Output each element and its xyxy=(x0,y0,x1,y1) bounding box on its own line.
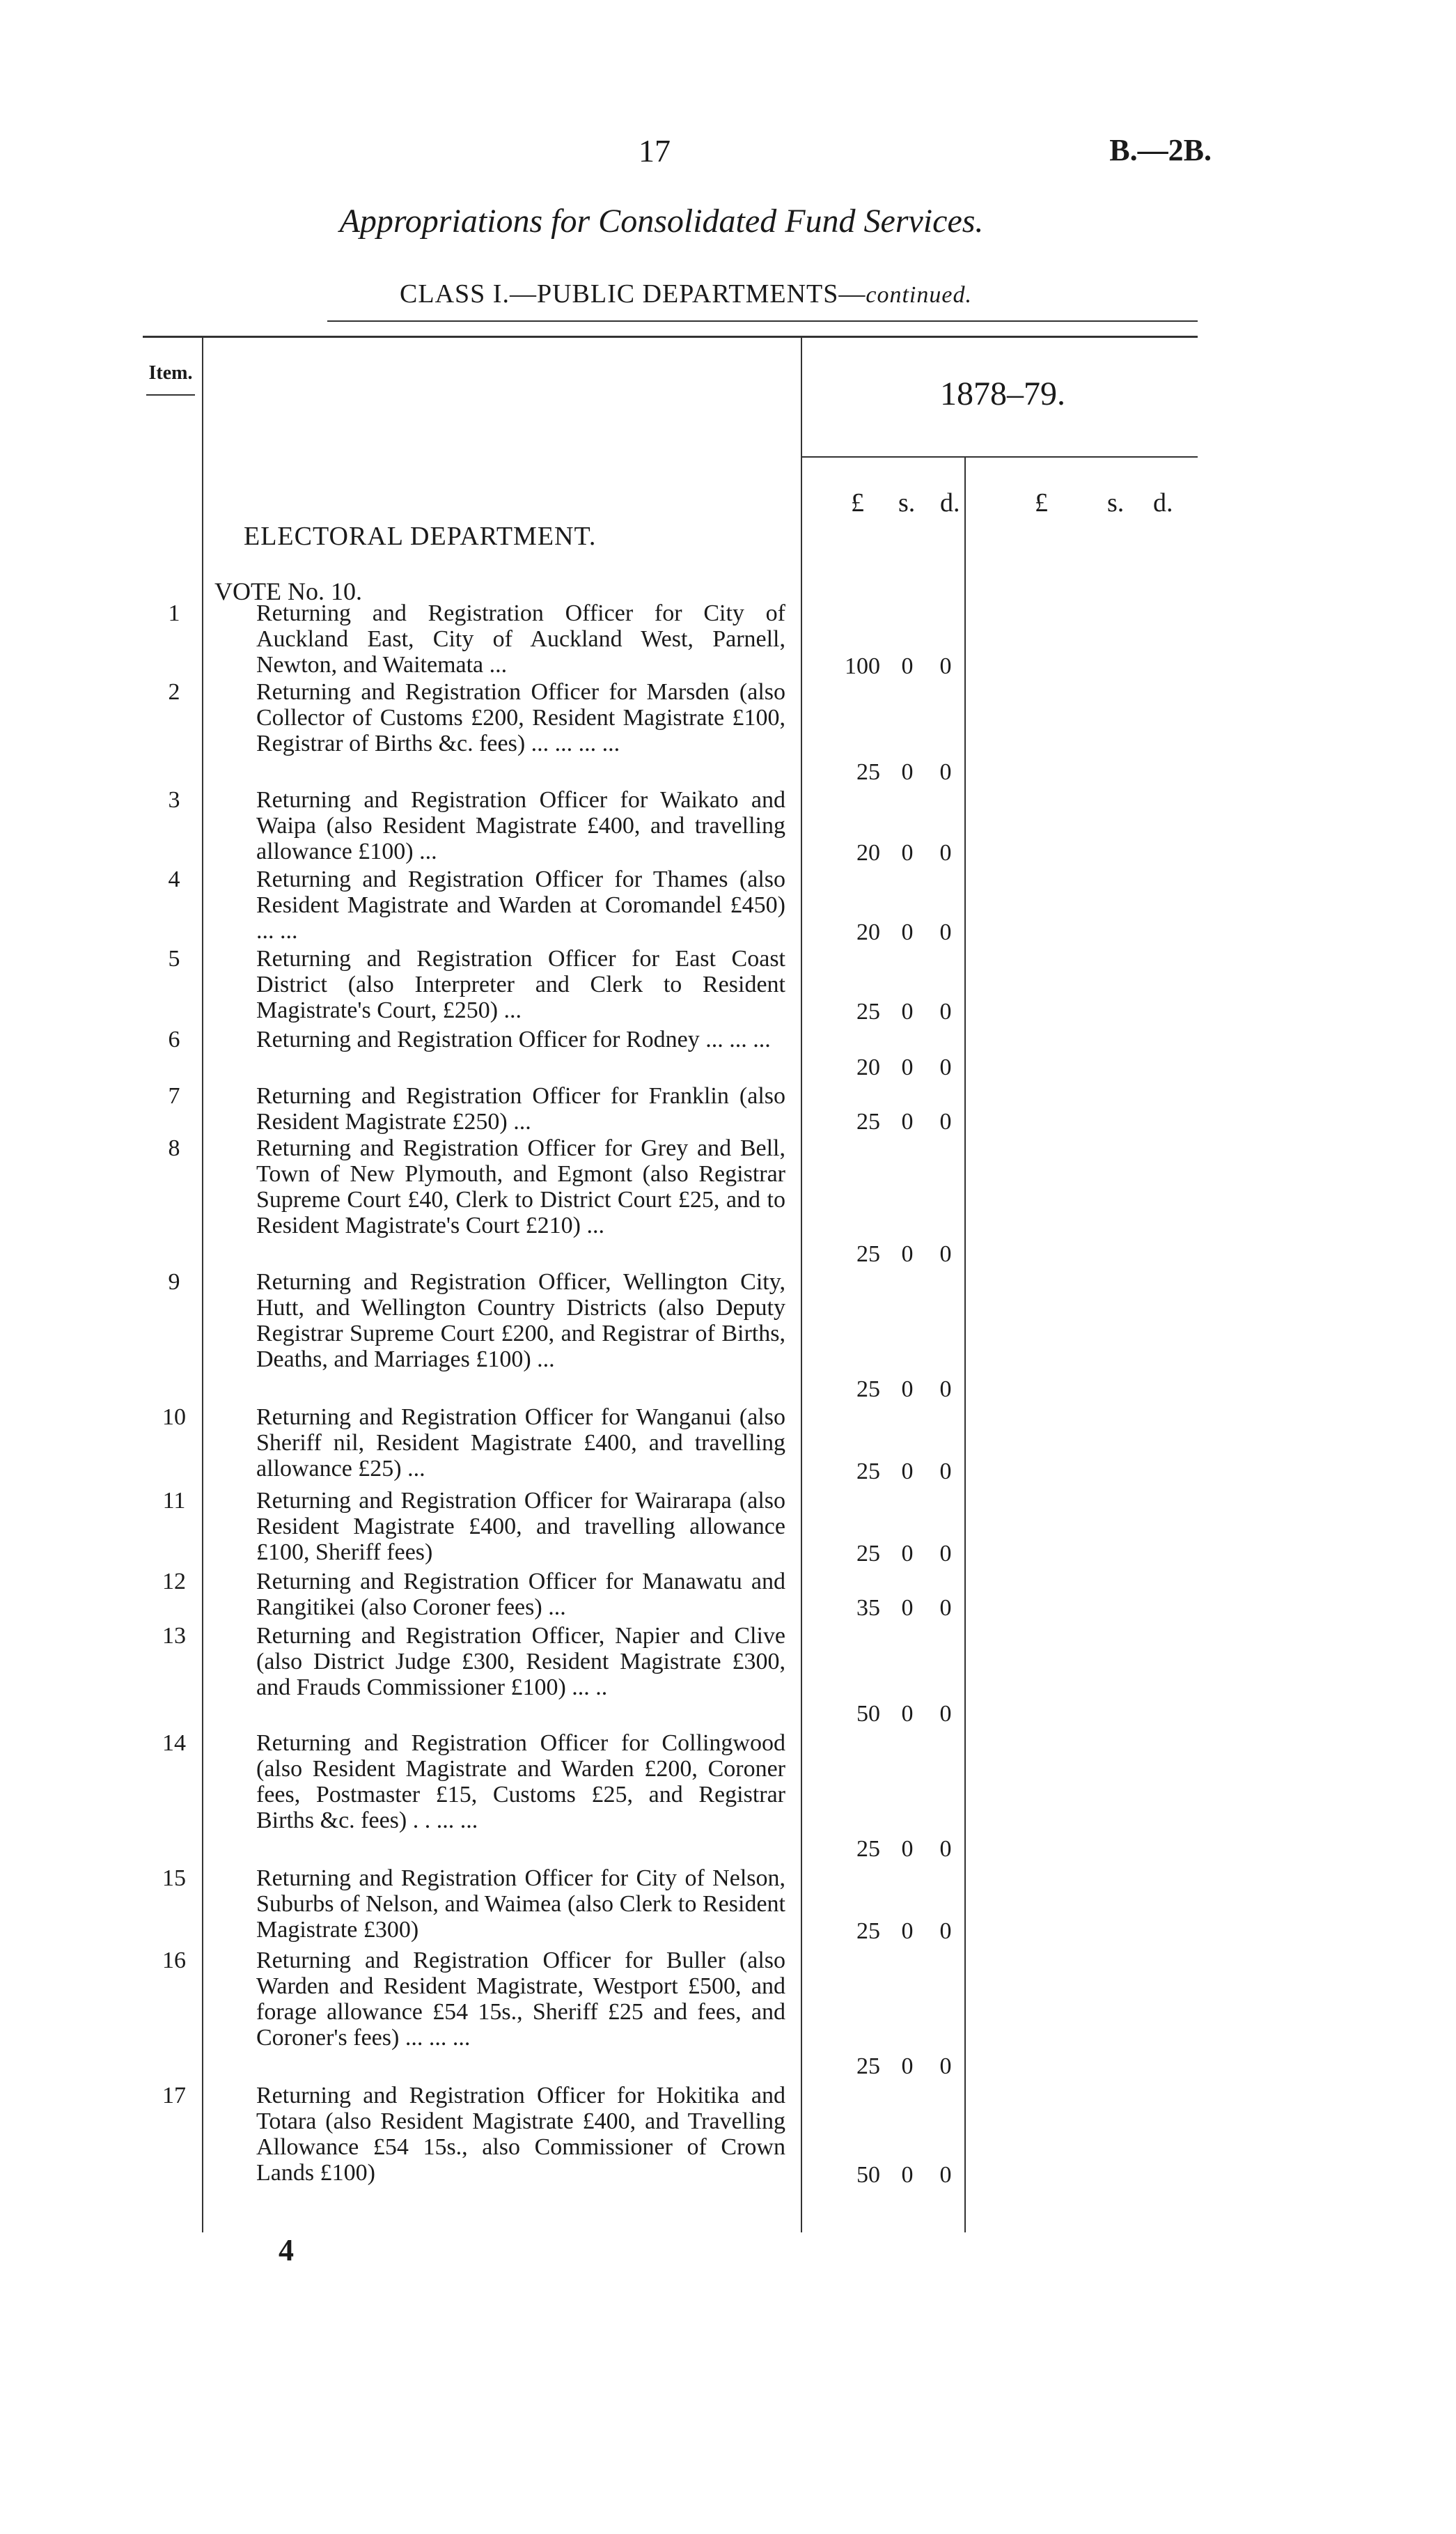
item-description: Returning and Registration Officer for Wanganui (also Sheriff nil, Resident Magistrate £400, and travelling allowance £25) ... xyxy=(256,1404,785,1482)
item-number: 2 xyxy=(168,679,180,705)
item-description: Returning and Registration Officer for Thames (also Resident Magistrate and Warden at Coromandel £450) ... ... xyxy=(256,866,785,944)
item-description: Returning and Registration Officer for Wairarapa (also Resident Magistrate £400, and travelling allowance £100, Sheriff fees) xyxy=(256,1488,785,1565)
item-amount-shillings: 0 xyxy=(901,1055,914,1080)
item-description: Returning and Registration Officer, Napier and Clive (also District Judge £300, Resident Magistrate £300, and Frauds Commissioner £100) ... .. xyxy=(256,1623,785,1700)
item-amount-shillings: 0 xyxy=(901,999,914,1025)
top-rule xyxy=(327,320,1198,322)
item-amount-pounds: 25 xyxy=(856,1376,880,1402)
col2-pence-header: d. xyxy=(1153,488,1173,518)
item-amount-pence: 0 xyxy=(939,1459,952,1484)
item-number: 6 xyxy=(168,1027,180,1052)
item-amount-shillings: 0 xyxy=(901,1701,914,1727)
item-description: Returning and Registration Officer for Marsden (also Collector of Customs £200, Resident Magistrate £100, Registrar of Births &c. fees) ... ... ... ... xyxy=(256,679,785,756)
col-pence-header: d. xyxy=(940,488,960,518)
class-heading xyxy=(320,279,1051,309)
column-divider-year-columns xyxy=(964,458,966,2232)
item-amount-pounds: 25 xyxy=(856,999,880,1025)
item-amount-pounds: 50 xyxy=(856,1701,880,1727)
page-number: 17 xyxy=(639,133,671,169)
item-number: 10 xyxy=(162,1404,186,1430)
item-amount-pounds: 50 xyxy=(856,2162,880,2188)
column-divider-amounts xyxy=(801,338,802,2232)
header-rule xyxy=(143,336,1198,338)
item-number: 1 xyxy=(168,600,180,626)
document-reference: B.—2B. xyxy=(1109,133,1212,167)
item-number: 17 xyxy=(162,2083,186,2108)
year-header: 1878–79. xyxy=(940,375,1065,412)
item-description: Returning and Registration Officer for Manawatu and Rangitikei (also Coroner fees) ... xyxy=(256,1569,785,1620)
item-amount-pounds: 25 xyxy=(856,1541,880,1567)
item-amount-pence: 0 xyxy=(939,2162,952,2188)
item-number: 8 xyxy=(168,1135,180,1161)
item-description: Returning and Registration Officer, Wellington City, Hutt, and Wellington Country Districts (also Deputy Registrar Supreme Court £200, and Registrar of Births, Deaths, and Marriages £100) ... xyxy=(256,1269,785,1372)
item-amount-shillings: 0 xyxy=(901,919,914,945)
item-amount-shillings: 0 xyxy=(901,1836,914,1862)
item-amount-pounds: 25 xyxy=(856,1109,880,1135)
item-description: Returning and Registration Officer for City of Auckland East, City of Auckland West, Parnell, Newton, and Waitemata ... xyxy=(256,600,785,678)
item-amount-pence: 0 xyxy=(939,1918,952,1944)
item-amount-shillings: 0 xyxy=(901,1241,914,1267)
item-amount-shillings: 0 xyxy=(901,1459,914,1484)
item-description: Returning and Registration Officer for Collingwood (also Resident Magistrate and Warden £200, Coroner fees, Postmaster £15, Customs £25, and Registrar Births &c. fees) . . ... ... xyxy=(256,1730,785,1833)
year-rule xyxy=(801,456,1198,458)
item-amount-shillings: 0 xyxy=(901,2053,914,2079)
item-number: 5 xyxy=(168,946,180,972)
page-title: Appropriations for Consolidated Fund Services. xyxy=(339,203,984,240)
item-amount-shillings: 0 xyxy=(901,1109,914,1135)
item-description: Returning and Registration Officer for Waikato and Waipa (also Resident Magistrate £400, and travelling allowance £100) ... xyxy=(256,787,785,864)
item-amount-pounds: 25 xyxy=(856,1836,880,1862)
item-amount-pounds: 35 xyxy=(856,1595,880,1621)
item-number: 14 xyxy=(162,1730,186,1756)
item-number: 13 xyxy=(162,1623,186,1649)
item-amount-pounds: 25 xyxy=(856,1241,880,1267)
item-header-underline xyxy=(146,394,195,396)
item-amount-pence: 0 xyxy=(939,919,952,945)
item-amount-pounds: 100 xyxy=(845,653,880,679)
item-number: 3 xyxy=(168,787,180,813)
item-amount-pence: 0 xyxy=(939,1595,952,1621)
item-amount-pence: 0 xyxy=(939,653,952,679)
item-amount-pounds: 25 xyxy=(856,1918,880,1944)
item-amount-pence: 0 xyxy=(939,1241,952,1267)
item-amount-pounds: 25 xyxy=(856,1459,880,1484)
item-description: Returning and Registration Officer for East Coast District (also Interpreter and Clerk to Resident Magistrate's Court, £250) ... xyxy=(256,946,785,1023)
item-amount-shillings: 0 xyxy=(901,2162,914,2188)
item-amount-shillings: 0 xyxy=(901,759,914,785)
item-description: Returning and Registration Officer for Grey and Bell, Town of New Plymouth, and Egmont (also Registrar Supreme Court £40, Clerk to District Court £25, and to Resident Magistrate's Court £210) ... xyxy=(256,1135,785,1238)
item-description: Returning and Registration Officer for Buller (also Warden and Resident Magistrate, Westport £500, and forage allowance £54 15s., Sheriff £25 and fees, and Coroner's fees) ... ... ... xyxy=(256,1948,785,2051)
item-amount-shillings: 0 xyxy=(901,653,914,679)
col-pounds-header: £ xyxy=(851,488,864,518)
item-number: 15 xyxy=(162,1865,186,1891)
column-divider-item xyxy=(202,338,203,2232)
item-amount-pence: 0 xyxy=(939,1055,952,1080)
item-amount-pounds: 25 xyxy=(856,759,880,785)
item-amount-pounds: 25 xyxy=(856,2053,880,2079)
item-amount-pounds: 20 xyxy=(856,1055,880,1080)
item-number: 9 xyxy=(168,1269,180,1295)
item-amount-pence: 0 xyxy=(939,1541,952,1567)
item-amount-pence: 0 xyxy=(939,1701,952,1727)
item-description: Returning and Registration Officer for Franklin (also Resident Magistrate £250) ... xyxy=(256,1083,785,1135)
col2-pounds-header: £ xyxy=(1035,488,1048,518)
item-number: 16 xyxy=(162,1948,186,1973)
col2-shillings-header: s. xyxy=(1107,488,1125,518)
item-description: Returning and Registration Officer for City of Nelson, Suburbs of Nelson, and Waimea (also Clerk to Resident Magistrate £300) xyxy=(256,1865,785,1943)
item-amount-pounds: 20 xyxy=(856,840,880,866)
section-heading: ELECTORAL DEPARTMENT. xyxy=(244,522,597,551)
item-amount-pence: 0 xyxy=(939,1376,952,1402)
item-amount-pounds: 20 xyxy=(856,919,880,945)
item-amount-shillings: 0 xyxy=(901,1541,914,1567)
item-description: Returning and Registration Officer for Rodney ... ... ... xyxy=(256,1027,771,1052)
item-amount-shillings: 0 xyxy=(901,840,914,866)
item-number: 7 xyxy=(168,1083,180,1109)
col-shillings-header: s. xyxy=(898,488,916,518)
folio-signature: 4 xyxy=(279,2233,294,2267)
item-amount-pence: 0 xyxy=(939,759,952,785)
item-number: 11 xyxy=(162,1488,186,1514)
item-amount-shillings: 0 xyxy=(901,1595,914,1621)
item-amount-pence: 0 xyxy=(939,1836,952,1862)
class-heading-continued: continued. xyxy=(866,282,972,308)
class-heading-text: CLASS I.—PUBLIC DEPARTMENTS— xyxy=(400,279,866,309)
item-amount-shillings: 0 xyxy=(901,1918,914,1944)
item-column-header: Item. xyxy=(148,362,193,384)
item-number: 4 xyxy=(168,866,180,892)
item-amount-pence: 0 xyxy=(939,2053,952,2079)
item-number: 12 xyxy=(162,1569,186,1594)
item-amount-pence: 0 xyxy=(939,999,952,1025)
item-description: Returning and Registration Officer for Hokitika and Totara (also Resident Magistrate £400, and Travelling Allowance £54 15s., also Commissioner of Crown Lands £100) xyxy=(256,2083,785,2186)
item-amount-shillings: 0 xyxy=(901,1376,914,1402)
vote-label: VOTE No. 10. xyxy=(214,577,362,605)
item-amount-pence: 0 xyxy=(939,840,952,866)
item-amount-pence: 0 xyxy=(939,1109,952,1135)
